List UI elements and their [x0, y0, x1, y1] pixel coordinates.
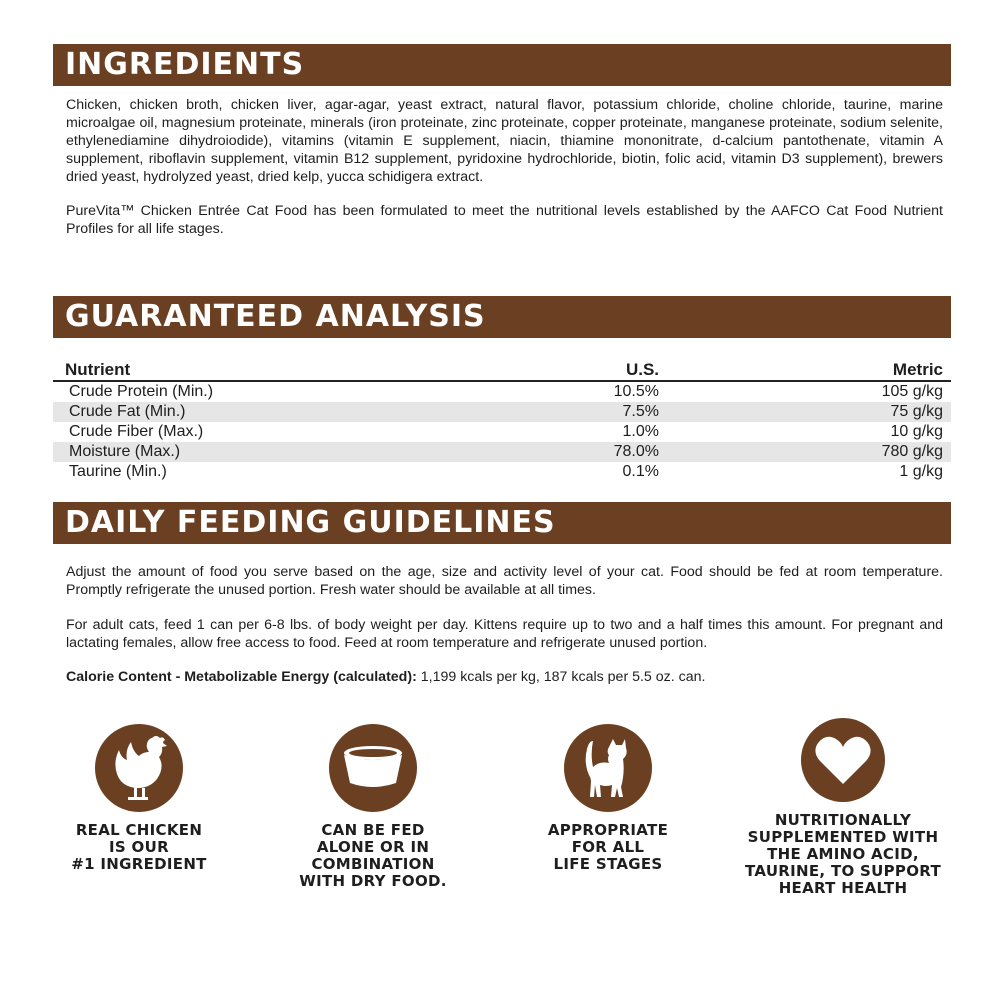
feeding-paragraph-1: Adjust the amount of food you serve based on the age, size and activity level of your cat. Food should be fed at room temperature. Promptly refrigerate the unused portion. Fresh water should be available at all times. [66, 564, 943, 598]
column-header-metric: Metric [659, 360, 951, 381]
nutrient-cell: Moisture (Max.) [53, 442, 589, 462]
feeding-heading: DAILY FEEDING GUIDELINES [53, 502, 951, 544]
column-header-nutrient: Nutrient [53, 360, 589, 381]
table-row [53, 402, 951, 422]
table-row [53, 381, 951, 402]
table-row [53, 442, 951, 462]
feature-fed-alone-label: CAN BE FED ALONE OR IN COMBINATION WITH DRY FOOD. [299, 821, 447, 890]
cat-icon [564, 724, 652, 812]
nutrient-cell: Taurine (Min.) [69, 463, 167, 480]
feature-heart-health [743, 718, 943, 897]
column-header-us: U.S. [589, 360, 659, 381]
metric-value-cell: 1 g/kg [899, 463, 943, 480]
analysis-table [53, 360, 951, 482]
table-row [53, 462, 951, 482]
feature-heart-health-label: NUTRITIONALLY SUPPLEMENTED WITH THE AMINO ACID, TAURINE, TO SUPPORT HEART HEALTH [745, 811, 941, 897]
metric-value-cell: 780 g/kg [659, 442, 951, 462]
nutrient-cell: Crude Fiber (Max.) [69, 423, 204, 440]
metric-value-cell: 10 g/kg [890, 423, 943, 440]
nutrient-cell: Crude Fat (Min.) [53, 402, 589, 422]
table-row [53, 422, 951, 442]
heart-icon [801, 718, 885, 802]
metric-value-cell: 105 g/kg [881, 383, 943, 400]
calorie-value: 1,199 kcals per kg, 187 kcals per 5.5 oz. can. [416, 669, 706, 685]
ingredients-list: Chicken, chicken broth, chicken liver, agar-agar, yeast extract, natural flavor, potassium chloride, choline chloride, taurine, marine microalgae oil, magnesium proteinate, minerals (iron proteinate, zinc proteinate, copper proteinate, manganese proteinate, sodium selenite, ethylenediamine dihydroiodide), vitamins (vitamin E supplement, niacin, thiamine mononitrate, d-calcium pantothenate, vitamin A supplement, riboflavin supplement, vitamin B12 supplement, pyridoxine hydrochloride, biotin, folic acid, vitamin D3 supplement), brewers dried yeast, hydrolyzed yeast, dried kelp, yucca schidigera extract. [66, 97, 943, 185]
metric-value-cell: 75 g/kg [659, 402, 951, 422]
bowl-icon [329, 724, 417, 812]
feeding-paragraph-2: For adult cats, feed 1 can per 6-8 lbs. of body weight per day. Kittens require up to two and a half times this amount. For pregnant and lactating females, allow free access to food. Feed at room temperature and refrigerate unused portion. [66, 617, 943, 651]
us-value-cell: 7.5% [589, 402, 659, 422]
calorie-label: Calorie Content - Metabolizable Energy (calculated): [66, 669, 417, 685]
us-value-cell: 1.0% [622, 423, 659, 440]
feature-fed-alone [273, 724, 473, 890]
nutrient-cell: Crude Protein (Min.) [69, 383, 214, 400]
analysis-header-row [53, 360, 951, 381]
aafco-statement: PureVita™ Chicken Entrée Cat Food has been formulated to meet the nutritional levels established by the AAFCO Cat Food Nutrient Profiles for all life stages. [66, 203, 943, 237]
us-value-cell: 0.1% [622, 463, 659, 480]
feature-real-chicken [39, 724, 239, 873]
ingredients-heading: INGREDIENTS [53, 44, 951, 86]
us-value-cell: 78.0% [589, 442, 659, 462]
us-value-cell: 10.5% [613, 383, 659, 400]
calorie-content [66, 668, 943, 686]
feature-life-stages [508, 724, 708, 873]
chicken-icon [95, 724, 183, 812]
feature-life-stages-label: APPROPRIATE FOR ALL LIFE STAGES [547, 821, 669, 873]
feature-real-chicken-label: REAL CHICKEN IS OUR #1 INGREDIENT [71, 821, 207, 873]
analysis-heading: GUARANTEED ANALYSIS [53, 296, 951, 338]
